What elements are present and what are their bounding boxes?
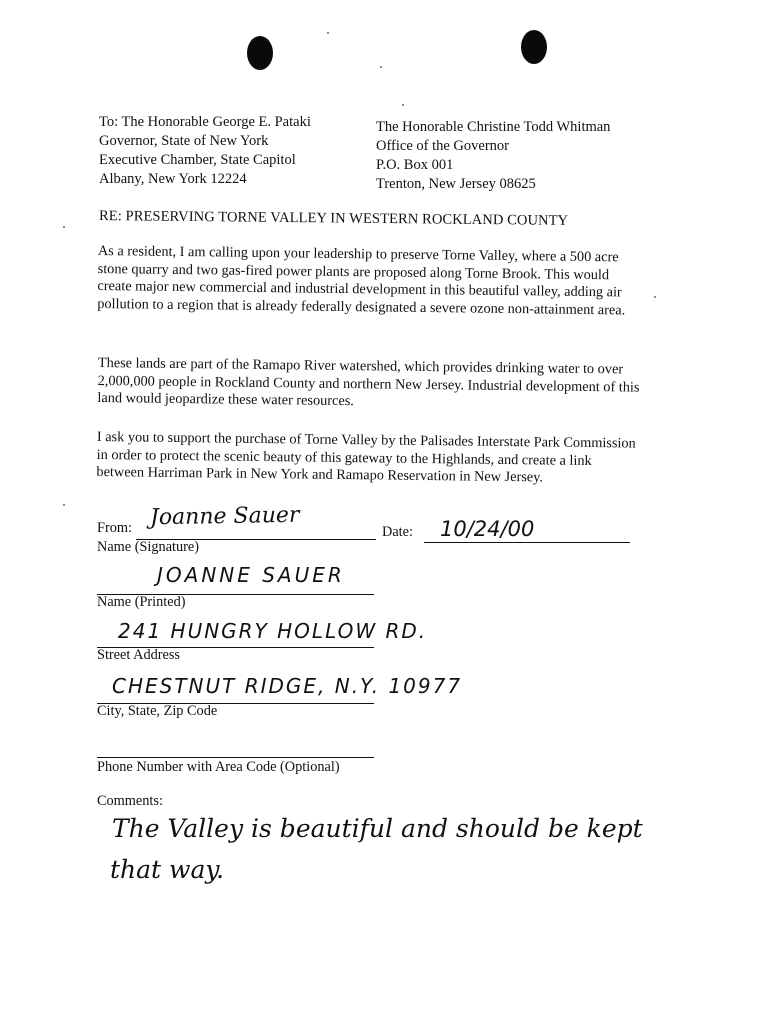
scan-speck — [402, 104, 404, 106]
recipient-ny-line: Governor, State of New York — [99, 133, 269, 149]
handwritten-signature: Joanne Sauer — [149, 502, 300, 531]
punch-hole-left — [247, 36, 273, 70]
handwritten-city: CHESTNUT RIDGE, N.Y. 10977 — [112, 674, 463, 698]
recipient-nj-line: Trenton, New Jersey 08625 — [376, 176, 536, 192]
scan-speck — [63, 226, 65, 228]
phone-label: Phone Number with Area Code (Optional) — [97, 759, 340, 775]
punch-hole-right — [521, 30, 547, 64]
subject-line: RE: PRESERVING TORNE VALLEY IN WESTERN ROCKLAND COUNTY — [98, 208, 569, 229]
handwritten-printed-name: JOANNE SAUER — [157, 563, 345, 587]
paragraph-1: As a resident, I am calling upon your leadership to preserve Torne Valley, where a 500 acre stone quarry and two gas-fired power plants are proposed along Torne Brook. This would create major new commercial and industrial development in this beautiful valley, adding air pollution to a region that is already federally designated a severe ozone non-attainment area. — [97, 243, 626, 318]
city-label: City, State, Zip Code — [97, 703, 218, 719]
scan-speck — [63, 504, 65, 506]
recipient-ny-line: Albany, New York 12224 — [99, 171, 247, 187]
recipient-nj-line: The Honorable Christine Todd Whitman — [376, 119, 611, 135]
recipient-nj-line: Office of the Governor — [376, 138, 509, 154]
street-label: Street Address — [97, 647, 180, 663]
phone-line — [97, 757, 374, 758]
recipient-ny-line: To: The Honorable George E. Pataki — [99, 114, 311, 130]
handwritten-date: 10/24/00 — [440, 517, 535, 541]
scan-speck — [654, 296, 656, 298]
scan-speck — [380, 66, 382, 68]
recipient-ny-line: Executive Chamber, State Capitol — [99, 152, 296, 168]
recipient-nj — [376, 118, 610, 194]
from-label: From: — [97, 520, 132, 536]
handwritten-street: 241 HUNGRY HOLLOW RD. — [118, 619, 428, 643]
recipient-nj-line: P.O. Box 001 — [376, 157, 454, 173]
signature-label: Name (Signature) — [97, 539, 200, 555]
paragraph-2: These lands are part of the Ramapo River watershed, which provides drinking water to over 2,000,000 people in Rockland County and northern New Jersey. Industrial development of this land would jeopardize these water resources. — [97, 355, 640, 410]
printed-name-label: Name (Printed) — [97, 594, 186, 610]
date-label: Date: — [382, 524, 413, 540]
handwritten-comment-line-2: that way. — [110, 855, 225, 884]
comments-label: Comments: — [97, 793, 163, 809]
date-line — [424, 542, 630, 543]
paragraph-3: I ask you to support the purchase of Torne Valley by the Palisades Interstate Park Commission in order to protect the scenic beauty of this gateway to the Highlands, and create a link between Harriman Park in New York and Ramapo Reservation in New Jersey. — [96, 429, 636, 486]
handwritten-comment-line-1: The Valley is beautiful and should be kept — [112, 814, 643, 843]
recipient-ny — [99, 113, 311, 189]
scan-speck — [327, 32, 329, 34]
